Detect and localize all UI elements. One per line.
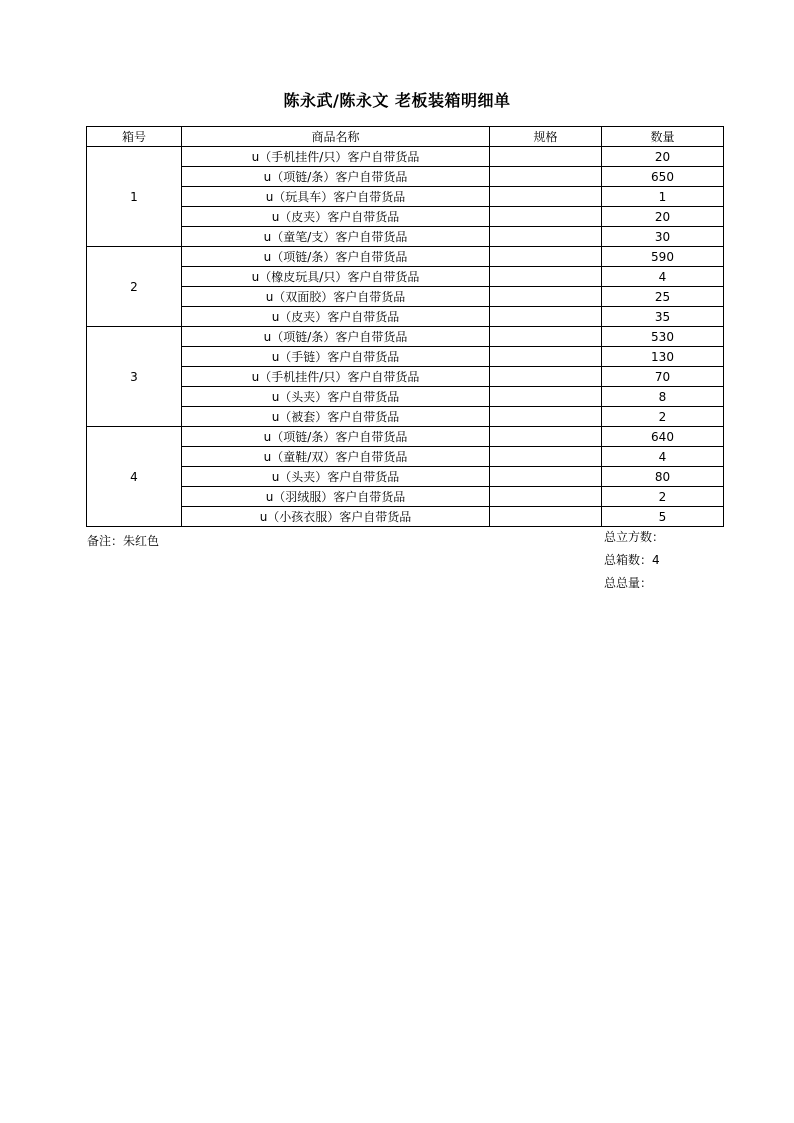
quantity-cell: 20 [602, 147, 724, 167]
spec-cell [490, 347, 602, 367]
spec-cell [490, 307, 602, 327]
quantity-cell: 80 [602, 467, 724, 487]
product-name-cell: u（童笔/支）客户自带货品 [182, 227, 490, 247]
total-boxes: 总箱数：4 [604, 553, 660, 567]
spec-cell [490, 387, 602, 407]
table-row [87, 407, 724, 427]
total-volume: 总立方数： [604, 530, 665, 544]
product-name-cell: u（橡皮玩具/只）客户自带货品 [182, 267, 490, 287]
quantity-cell: 130 [602, 347, 724, 367]
product-name-cell: u（小孩衣服）客户自带货品 [182, 507, 490, 527]
table-header-row [87, 127, 724, 147]
product-name-cell: u（双面胶）客户自带货品 [182, 287, 490, 307]
quantity-cell: 650 [602, 167, 724, 187]
box-number-cell: 4 [87, 427, 182, 527]
box-number-cell: 2 [87, 247, 182, 327]
spec-cell [490, 447, 602, 467]
table-row [87, 247, 724, 267]
product-name-cell: u（头夹）客户自带货品 [182, 387, 490, 407]
product-name-cell: u（头夹）客户自带货品 [182, 467, 490, 487]
table-row [87, 447, 724, 467]
product-name-cell: u（皮夹）客户自带货品 [182, 207, 490, 227]
table-row [87, 287, 724, 307]
table-row [87, 227, 724, 247]
table-row [87, 147, 724, 167]
spec-cell [490, 407, 602, 427]
product-name-cell: u（被套）客户自带货品 [182, 407, 490, 427]
spec-cell [490, 487, 602, 507]
quantity-cell: 25 [602, 287, 724, 307]
spec-cell [490, 287, 602, 307]
product-name-cell: u（皮夹）客户自带货品 [182, 307, 490, 327]
quantity-cell: 2 [602, 407, 724, 427]
header-product-name: 商品名称 [182, 127, 490, 147]
packing-list-table [86, 126, 724, 527]
spec-cell [490, 427, 602, 447]
quantity-cell: 2 [602, 487, 724, 507]
spec-cell [490, 247, 602, 267]
table-row [87, 167, 724, 187]
box-number-cell: 3 [87, 327, 182, 427]
total-weight: 总总量： [604, 576, 653, 590]
table-row [87, 347, 724, 367]
product-name-cell: u（项链/条）客户自带货品 [182, 247, 490, 267]
header-quantity: 数量 [602, 127, 724, 147]
quantity-cell: 4 [602, 267, 724, 287]
quantity-cell: 4 [602, 447, 724, 467]
product-name-cell: u（玩具车）客户自带货品 [182, 187, 490, 207]
spec-cell [490, 227, 602, 247]
table-row [87, 487, 724, 507]
table-row [87, 267, 724, 287]
spec-cell [490, 467, 602, 487]
spec-cell [490, 207, 602, 227]
totals-block [604, 530, 664, 599]
quantity-cell: 640 [602, 427, 724, 447]
table-row [87, 367, 724, 387]
spec-cell [490, 327, 602, 347]
table-row [87, 387, 724, 407]
quantity-cell: 1 [602, 187, 724, 207]
table-row [87, 207, 724, 227]
spec-cell [490, 187, 602, 207]
spec-cell [490, 167, 602, 187]
quantity-cell: 70 [602, 367, 724, 387]
product-name-cell: u（手机挂件/只）客户自带货品 [182, 367, 490, 387]
header-spec: 规格 [490, 127, 602, 147]
quantity-cell: 8 [602, 387, 724, 407]
spec-cell [490, 147, 602, 167]
quantity-cell: 5 [602, 507, 724, 527]
table-row [87, 507, 724, 527]
product-name-cell: u（项链/条）客户自带货品 [182, 167, 490, 187]
spec-cell [490, 507, 602, 527]
product-name-cell: u（羽绒服）客户自带货品 [182, 487, 490, 507]
page-title: 陈永武/陈永文 老板装箱明细单 [283, 91, 511, 110]
quantity-cell: 590 [602, 247, 724, 267]
product-name-cell: u（童鞋/双）客户自带货品 [182, 447, 490, 467]
remark-text: 备注：朱红色 [87, 534, 160, 548]
quantity-cell: 530 [602, 327, 724, 347]
product-name-cell: u（手链）客户自带货品 [182, 347, 490, 367]
box-number-cell: 1 [87, 147, 182, 247]
table-row [87, 467, 724, 487]
product-name-cell: u（手机挂件/只）客户自带货品 [182, 147, 490, 167]
header-box-no: 箱号 [87, 127, 182, 147]
quantity-cell: 35 [602, 307, 724, 327]
quantity-cell: 30 [602, 227, 724, 247]
product-name-cell: u（项链/条）客户自带货品 [182, 327, 490, 347]
table-row [87, 327, 724, 347]
spec-cell [490, 267, 602, 287]
table-row [87, 307, 724, 327]
table-row [87, 427, 724, 447]
product-name-cell: u（项链/条）客户自带货品 [182, 427, 490, 447]
table-row [87, 187, 724, 207]
quantity-cell: 20 [602, 207, 724, 227]
spec-cell [490, 367, 602, 387]
